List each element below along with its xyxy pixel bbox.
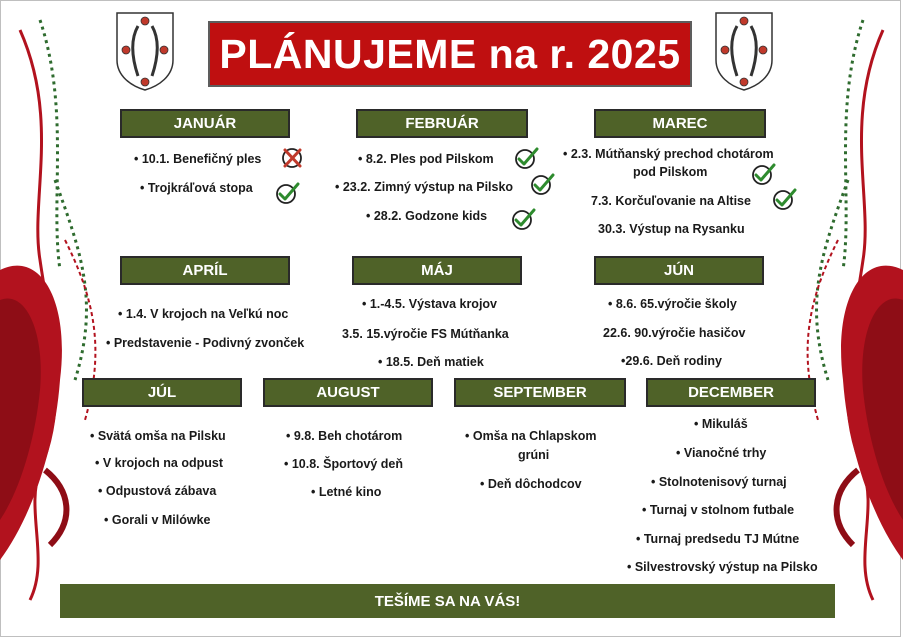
event-item: 3.5. 15.výročie FS Mútňanka	[342, 327, 509, 341]
event-item: • Deň dôchodcov	[480, 477, 582, 491]
event-item: • Vianočné trhy	[676, 446, 767, 460]
event-item: • Letné kino	[311, 485, 382, 499]
event-item: • Odpustová zábava	[98, 484, 217, 498]
event-item: • Svätá omša na Pilsku	[90, 429, 226, 443]
event-item: 30.3. Výstup na Rysanku	[598, 222, 745, 236]
event-item: • Trojkráľová stopa	[140, 181, 253, 195]
check-circle-icon	[772, 186, 798, 212]
event-item: • Turnaj v stolnom futbale	[642, 503, 795, 517]
month-header-august: AUGUST	[263, 378, 433, 407]
event-item: • V krojoch na odpust	[95, 456, 223, 470]
cross-circle-icon	[280, 145, 306, 171]
event-item: grúni	[518, 448, 550, 462]
event-item: • Stolnotenisový turnaj	[651, 475, 787, 489]
event-item: • Omša na Chlapskom	[465, 429, 597, 443]
month-header-march: MAREC	[594, 109, 766, 138]
event-item: • 2.3. Mútňanský prechod chotárom	[563, 147, 774, 161]
check-circle-icon	[275, 180, 301, 206]
month-header-september: SEPTEMBER	[454, 378, 626, 407]
event-item: • 10.1. Benefičný ples	[134, 152, 262, 166]
event-item: • Gorali v Milówke	[104, 513, 211, 527]
month-header-december: DECEMBER	[646, 378, 816, 407]
footer-banner: TEŠÍME SA NA VÁS!	[60, 584, 835, 618]
event-item: • Silvestrovský výstup na Pilsko	[627, 560, 818, 574]
event-item: • 18.5. Deň matiek	[378, 355, 484, 369]
event-item: • 1.4. V krojoch na Veľkú noc	[118, 307, 289, 321]
event-item: • 28.2. Godzone kids	[366, 209, 488, 223]
event-item: • Mikuláš	[694, 417, 748, 431]
page-title: PLÁNUJEME na r. 2025	[208, 21, 692, 87]
event-item: • 23.2. Zimný výstup na Pilsko	[335, 180, 514, 194]
right-folk-ornament	[793, 0, 903, 639]
month-header-june: JÚN	[594, 256, 764, 285]
event-item: • 8.2. Ples pod Pilskom	[358, 152, 494, 166]
village-crest-icon	[114, 10, 176, 92]
month-header-february: FEBRUÁR	[356, 109, 528, 138]
event-item: • Predstavenie - Podivný zvonček	[106, 336, 305, 350]
event-item: 7.3. Korčuľovanie na Altise	[591, 194, 751, 208]
month-header-may: MÁJ	[352, 256, 522, 285]
event-item: • 9.8. Beh chotárom	[286, 429, 403, 443]
event-item: • Turnaj predsedu TJ Mútne	[636, 532, 800, 546]
event-item: •29.6. Deň rodiny	[621, 354, 722, 368]
left-folk-ornament	[0, 0, 110, 639]
event-item: pod Pilskom	[633, 165, 708, 179]
village-crest-icon	[713, 10, 775, 92]
month-header-january: JANUÁR	[120, 109, 290, 138]
month-header-april: APRÍL	[120, 256, 290, 285]
check-circle-icon	[514, 145, 540, 171]
check-circle-icon	[511, 206, 537, 232]
month-header-july: JÚL	[82, 378, 242, 407]
event-item: • 8.6. 65.výročie školy	[608, 297, 737, 311]
event-item: • 1.-4.5. Výstava krojov	[362, 297, 498, 311]
event-item: • 10.8. Športový deň	[284, 457, 403, 471]
check-circle-icon	[530, 171, 556, 197]
check-circle-icon	[751, 161, 777, 187]
event-item: 22.6. 90.výročie hasičov	[603, 326, 746, 340]
